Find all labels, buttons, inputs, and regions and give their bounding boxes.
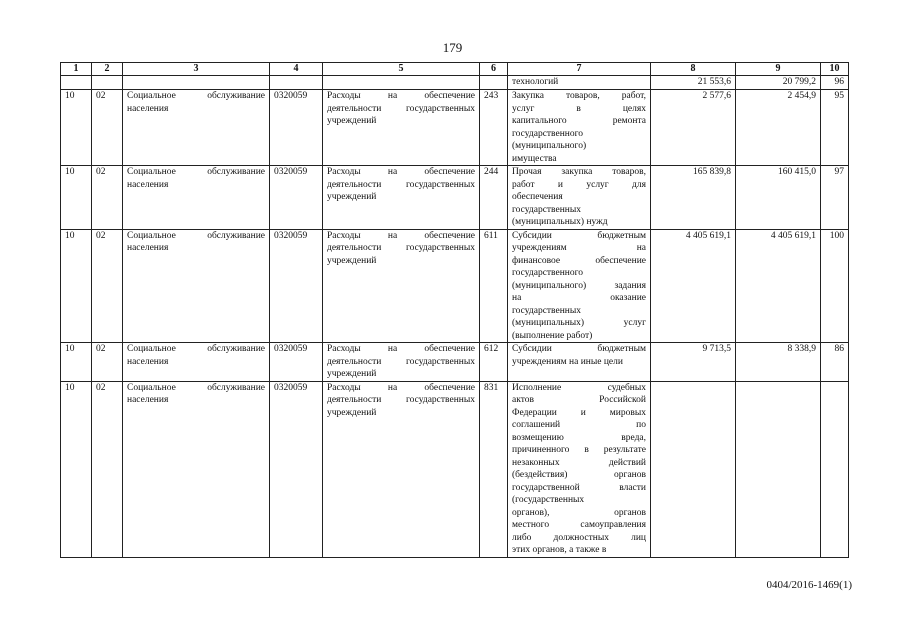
cell-section-name: Социальное обслуживание населения bbox=[123, 343, 270, 382]
budget-table bbox=[60, 62, 849, 558]
description-line: Закупка товаров, работ, bbox=[512, 91, 646, 101]
col-header-6: 6 bbox=[480, 63, 508, 76]
table-row bbox=[61, 166, 849, 230]
col-header-4: 4 bbox=[270, 63, 323, 76]
cell-expense-type: 612 bbox=[480, 343, 508, 382]
cell-description bbox=[508, 90, 651, 166]
table-row bbox=[61, 229, 849, 343]
cell-amount-planned: 9 713,5 bbox=[651, 343, 736, 382]
cell-target-name: Расходы на обеспечение деятельности государственных учреждений bbox=[323, 90, 480, 166]
description-line: актов Российской bbox=[512, 395, 646, 405]
cell-subsection: 02 bbox=[92, 166, 123, 230]
cell-section-name: Социальное обслуживание населения bbox=[123, 229, 270, 343]
cell-amount-actual: 4 405 619,1 bbox=[736, 229, 821, 343]
cell-percent bbox=[821, 381, 849, 557]
description-line: государственных bbox=[512, 305, 582, 316]
cell-amount-actual: 160 415,0 bbox=[736, 166, 821, 230]
cell-subsection: 02 bbox=[92, 381, 123, 557]
cell-amount-planned: 21 553,6 bbox=[651, 76, 736, 90]
col-header-10: 10 bbox=[821, 63, 849, 76]
cell bbox=[323, 76, 480, 90]
description-line: незаконных действий bbox=[512, 457, 646, 468]
cell-amount-actual: 2 454,9 bbox=[736, 90, 821, 166]
cell-target-name: Расходы на обеспечение деятельности государственных учреждений bbox=[323, 381, 480, 557]
description-line: Субсидии бюджетным bbox=[512, 344, 646, 354]
cell-section: 10 bbox=[61, 166, 92, 230]
cell-target-code: 0320059 bbox=[270, 381, 323, 557]
cell-percent: 100 bbox=[821, 229, 849, 343]
table-row bbox=[61, 381, 849, 557]
description-line: учреждениям на иные цели bbox=[512, 356, 623, 367]
cell bbox=[123, 76, 270, 90]
description-line: Субсидии бюджетным bbox=[512, 230, 646, 241]
cell-target-name: Расходы на обеспечение деятельности государственных учреждений bbox=[323, 166, 480, 230]
description-line: (муниципального) bbox=[512, 141, 587, 151]
description-line: этих органов, а также в bbox=[512, 545, 607, 555]
description-line: услуг в целях bbox=[512, 103, 646, 114]
cell-target-code: 0320059 bbox=[270, 229, 323, 343]
description-line: (муниципального) задания bbox=[512, 280, 646, 291]
description-line: имущества bbox=[512, 153, 557, 164]
description-line: (бездействия) органов bbox=[512, 470, 646, 480]
cell-description bbox=[508, 343, 651, 382]
col-header-5: 5 bbox=[323, 63, 480, 76]
cell-percent: 97 bbox=[821, 166, 849, 230]
cell bbox=[480, 76, 508, 90]
description-line: возмещению вреда, bbox=[512, 432, 646, 443]
description-line: Исполнение судебных bbox=[512, 382, 646, 393]
col-header-7: 7 bbox=[508, 63, 651, 76]
cell bbox=[92, 76, 123, 90]
table-row bbox=[61, 343, 849, 382]
cell-amount-actual: 20 799,2 bbox=[736, 76, 821, 90]
description-line: государственных bbox=[512, 204, 582, 215]
cell-expense-type: 243 bbox=[480, 90, 508, 166]
description-line: местного самоуправления bbox=[512, 520, 646, 530]
cell-section: 10 bbox=[61, 381, 92, 557]
cell-description bbox=[508, 381, 651, 557]
description-line: (государственных bbox=[512, 495, 585, 505]
cell-section: 10 bbox=[61, 229, 92, 343]
cell-percent: 86 bbox=[821, 343, 849, 382]
cell-target-name: Расходы на обеспечение деятельности государственных учреждений bbox=[323, 229, 480, 343]
col-header-3: 3 bbox=[123, 63, 270, 76]
cell-expense-type: 244 bbox=[480, 166, 508, 230]
cell-amount-planned: 2 577,6 bbox=[651, 90, 736, 166]
cell-section-name: Социальное обслуживание населения bbox=[123, 381, 270, 557]
description-line: на оказание bbox=[512, 293, 646, 303]
cell-percent: 95 bbox=[821, 90, 849, 166]
cell-amount-planned: 165 839,8 bbox=[651, 166, 736, 230]
cell-description bbox=[508, 166, 651, 230]
description-line: капитального ремонта bbox=[512, 116, 646, 126]
description-line: причиненного в результате bbox=[512, 445, 646, 455]
cell-amount-planned bbox=[651, 381, 736, 557]
description-line: финансовое обеспечение bbox=[512, 255, 646, 266]
cell-target-name: Расходы на обеспечение деятельности государственных учреждений bbox=[323, 343, 480, 382]
description-line: Федерации и мировых bbox=[512, 407, 646, 418]
table-row bbox=[61, 90, 849, 166]
cell-subsection: 02 bbox=[92, 343, 123, 382]
col-header-8: 8 bbox=[651, 63, 736, 76]
cell-amount-actual: 8 338,9 bbox=[736, 343, 821, 382]
cell-section-name: Социальное обслуживание населения bbox=[123, 166, 270, 230]
cell-target-code: 0320059 bbox=[270, 343, 323, 382]
cell bbox=[270, 76, 323, 90]
cell-section-name: Социальное обслуживание населения bbox=[123, 90, 270, 166]
description-line: органов), органов bbox=[512, 507, 646, 518]
cell-expense-type: 831 bbox=[480, 381, 508, 557]
page-number: 179 bbox=[442, 40, 463, 55]
cell-description bbox=[508, 229, 651, 343]
col-header-1: 1 bbox=[61, 63, 92, 76]
description-line: государственного bbox=[512, 268, 584, 278]
cell bbox=[61, 76, 92, 90]
cell-target-code: 0320059 bbox=[270, 166, 323, 230]
description-line: либо должностных лиц bbox=[512, 532, 646, 543]
cell-expense-type: 611 bbox=[480, 229, 508, 343]
cell-description: технологий bbox=[508, 76, 651, 90]
description-line: Прочая закупка товаров, bbox=[512, 167, 646, 177]
col-header-9: 9 bbox=[736, 63, 821, 76]
col-header-2: 2 bbox=[92, 63, 123, 76]
cell-amount-planned: 4 405 619,1 bbox=[651, 229, 736, 343]
description-line: работ и услуг для bbox=[512, 179, 646, 190]
document-code: 0404/2016-1469(1) bbox=[766, 579, 852, 591]
carry-over-row bbox=[61, 76, 849, 90]
description-line: (муниципальных) нужд bbox=[512, 217, 608, 227]
cell-target-code: 0320059 bbox=[270, 90, 323, 166]
cell-section: 10 bbox=[61, 90, 92, 166]
description-line: (выполнение работ) bbox=[512, 330, 593, 341]
header-row bbox=[61, 63, 849, 76]
description-line: обеспечения bbox=[512, 192, 563, 202]
cell-subsection: 02 bbox=[92, 90, 123, 166]
cell-amount-actual bbox=[736, 381, 821, 557]
cell-percent: 96 bbox=[821, 76, 849, 90]
description-line: государственной власти bbox=[512, 482, 646, 493]
description-line: государственного bbox=[512, 128, 584, 139]
description-line: учреждениям на bbox=[512, 243, 646, 253]
description-line: соглашений по bbox=[512, 420, 646, 430]
cell-subsection: 02 bbox=[92, 229, 123, 343]
description-line: (муниципальных) услуг bbox=[512, 318, 646, 328]
cell-section: 10 bbox=[61, 343, 92, 382]
